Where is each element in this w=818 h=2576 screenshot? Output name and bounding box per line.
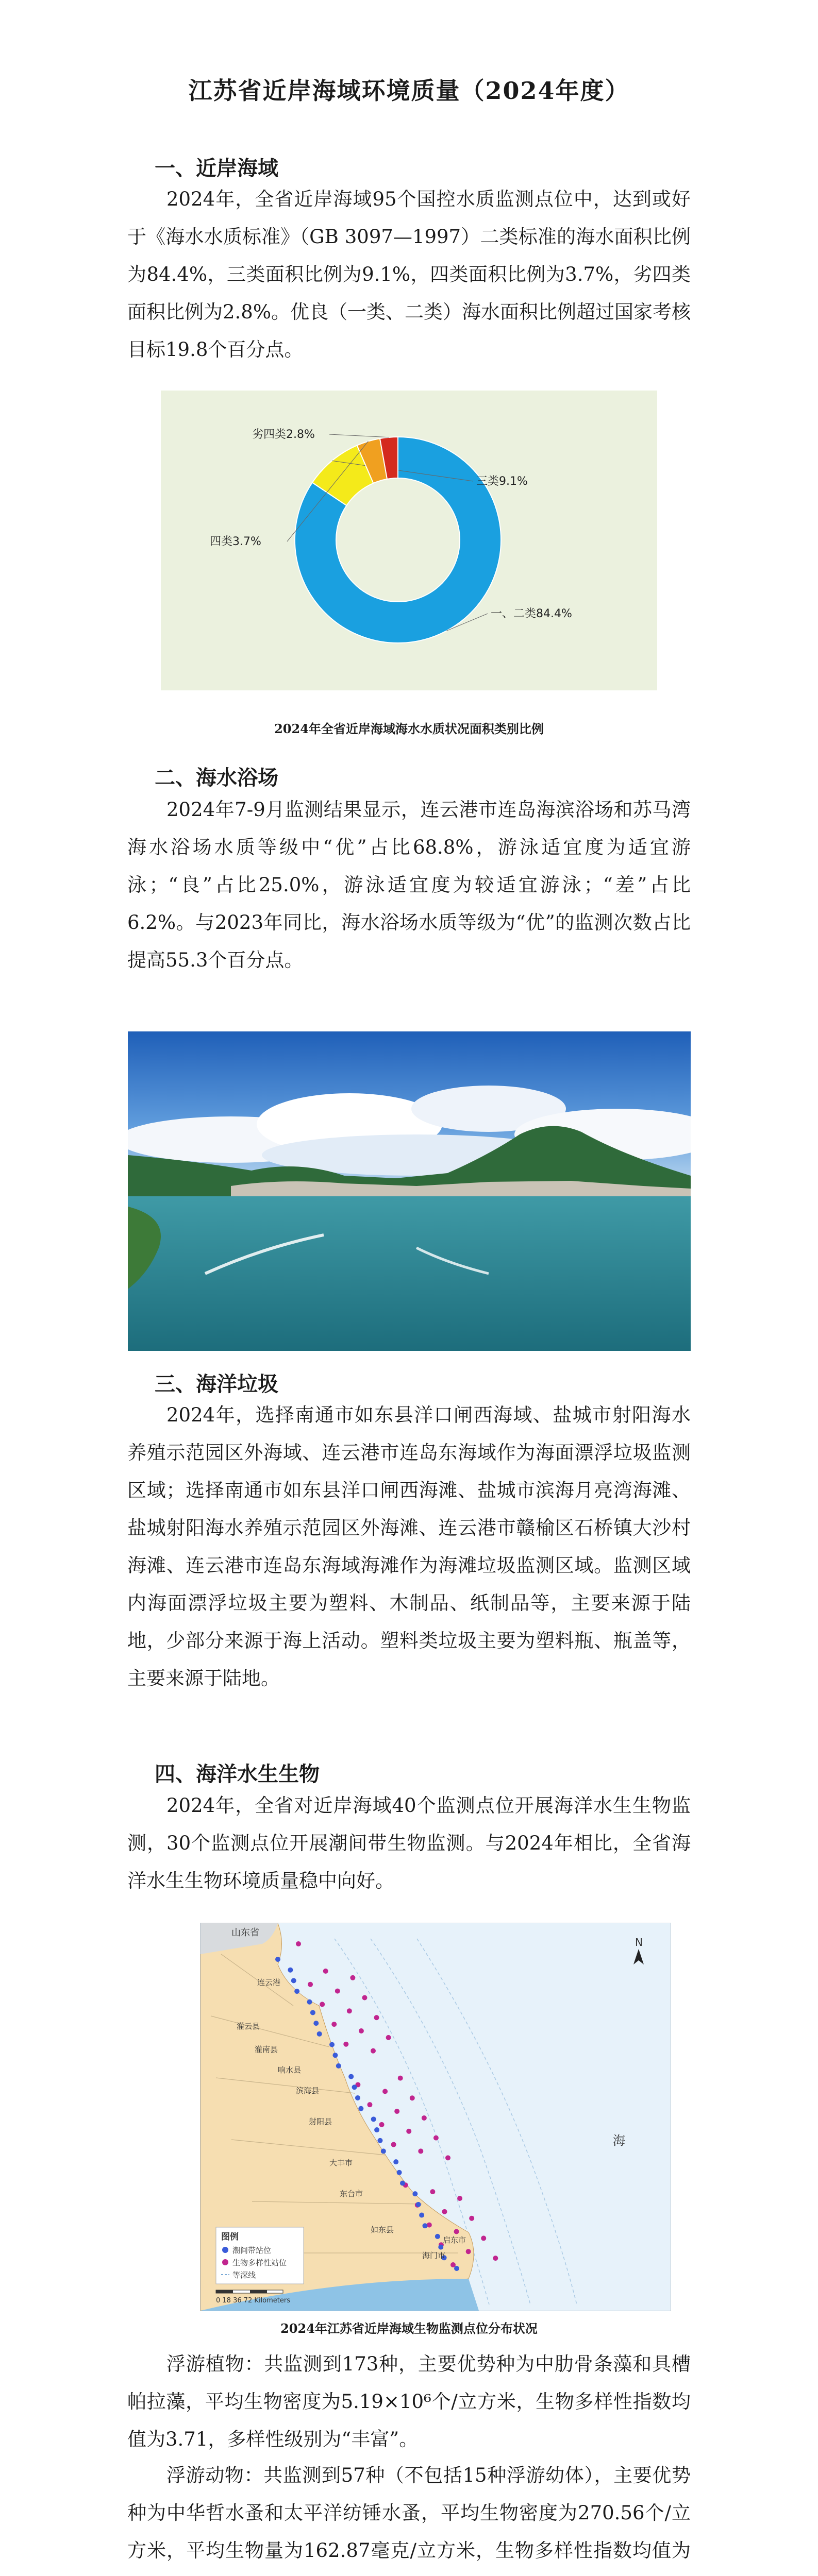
intertidal-site-marker [317, 2031, 322, 2037]
section-heading-marine-life: 四、海洋水生生物 [155, 1762, 320, 1786]
paragraph-coastal-waters: 2024年，全省近岸海域95个国控水质监测点位中，达到或好于《海水水质标准》（GB 3097—1997）二类标准的海水面积比例为84.4%，三类面积比例为9.1%，四类面积比例为3.7%，劣四类面积比例为2.8%。优良（一类、二类）海水面积比例超过国家考核目标19.8个百分点。 [127, 188, 691, 361]
region-label-4: 响水县 [278, 2065, 302, 2075]
intertidal-site-marker [307, 1999, 312, 2005]
intertidal-site-marker [412, 2191, 418, 2196]
intertidal-site-marker [355, 2095, 360, 2100]
scale-bar [216, 2290, 290, 2304]
diversity-site-marker [457, 2196, 462, 2201]
paragraph-bathing-beaches: 2024年7-9月监测结果显示，连云港市连岛海滨浴场和苏马湾海水浴场水质等级中“优”占比68.8%，游泳适宜度为适宜游泳；“良”占比25.0%，游泳适宜度为较适宜游泳；“差”占比6.2%。与2023年同比，海水浴场水质等级为“优”的监测次数占比提高55.3个百分点。 [127, 799, 691, 971]
diversity-site-marker [445, 2155, 450, 2160]
intertidal-site-marker [422, 2223, 427, 2228]
sea-label: 海 [613, 2133, 625, 2148]
diversity-site-marker [331, 2022, 337, 2027]
intertidal-marker-icon [222, 2247, 228, 2253]
region-label-8: 东台市 [340, 2189, 363, 2198]
paragraph-marine-litter: 2024年，选择南通市如东县洋口闸西海域、盐城市射阳海水养殖示范园区外海域、连云港市连岛东海域作为海面漂浮垃圾监测区域；选择南通市如东县洋口闸西海滩、盐城市滨海月亮湾海滩、盐城射阳海水养殖示范园区外海滩、连云港市赣榆区石桥镇大沙村海滩、连云港市连岛东海域海滩作为海滩垃圾监测区域。监测区域内海面漂浮垃圾主要为塑料、木制品、纸制品等，主要来源于陆地，少部分来源于海上活动。塑料类垃圾主要为塑料瓶、瓶盖等，主要来源于陆地。 [127, 1404, 691, 1689]
legend-isobath: 等深线 [232, 2270, 256, 2280]
diversity-site-marker [418, 2148, 423, 2154]
intertidal-site-marker [352, 2084, 357, 2090]
shandong-label: 山东省 [231, 1927, 259, 1938]
diversity-site-marker [406, 2129, 411, 2134]
diversity-site-marker [398, 2076, 403, 2081]
diversity-site-marker [359, 2028, 364, 2033]
diversity-site-marker [493, 2256, 498, 2261]
intertidal-site-marker [400, 2180, 405, 2185]
pie-label-1: 三类9.1% [476, 475, 528, 488]
diversity-site-marker [430, 2189, 435, 2194]
intertidal-site-marker [336, 2063, 341, 2069]
diversity-site-marker [347, 2008, 352, 2013]
chart-caption: 2024年全省近岸海域海水水质状况面积类别比例 [274, 721, 544, 736]
region-label-2: 灌云县 [237, 2022, 260, 2031]
region-label-7: 大丰市 [329, 2158, 353, 2167]
region-label-1: 连云港 [257, 1978, 281, 1987]
diversity-site-marker [343, 2042, 348, 2047]
diversity-site-marker [323, 1969, 328, 1974]
diversity-site-marker [386, 2035, 391, 2040]
intertidal-site-marker [275, 1957, 280, 1962]
region-label-9: 如东县 [371, 2225, 394, 2234]
region-label-10: 海门市 [422, 2251, 446, 2260]
diversity-site-marker [296, 1941, 301, 1946]
map-legend [216, 2227, 304, 2284]
diversity-site-marker [379, 2122, 385, 2127]
scale-label: 0 18 36 72 Kilometers [216, 2297, 291, 2304]
paragraph-phytoplankton: 浮游植物：共监测到173种，主要优势种为中肋骨条藻和具槽帕拉藻，平均生物密度为5.19×10⁶个/立方米，生物多样性指数均值为3.71，多样性级别为“丰富”。 [127, 2353, 691, 2450]
intertidal-site-marker [397, 2170, 402, 2175]
water-quality-chart [161, 391, 657, 690]
intertidal-site-marker [294, 1989, 299, 1994]
intertidal-site-marker [371, 2116, 376, 2122]
intertidal-site-marker [374, 2127, 379, 2132]
legend-diversity: 生物多样性站位 [232, 2258, 287, 2267]
map-caption: 2024年江苏省近岸海域生物监测点位分布状况 [280, 2321, 538, 2336]
diversity-site-marker [394, 2109, 399, 2114]
intertidal-site-marker [358, 2106, 363, 2111]
intertidal-site-marker [381, 2148, 386, 2154]
paragraph-marine-life-intro: 2024年，全省对近岸海域40个监测点位开展海洋水生生物监测，30个监测点位开展潮间带生物监测。与2024年相比，全省海洋水生生物环境质量稳中向好。 [127, 1794, 691, 1892]
diversity-site-marker [469, 2216, 474, 2221]
section-heading-bathing-beaches: 二、海水浴场 [155, 766, 278, 790]
intertidal-site-marker [419, 2213, 424, 2218]
pie-leader-line-3 [329, 434, 389, 437]
intertidal-site-marker [313, 2021, 319, 2026]
diversity-marker-icon [222, 2259, 228, 2265]
intertidal-site-marker [348, 2074, 354, 2079]
diversity-site-marker [350, 1975, 355, 1980]
intertidal-site-marker [393, 2159, 398, 2164]
diversity-site-marker [308, 1982, 313, 1987]
donut-chart-svg [161, 391, 657, 690]
diversity-site-marker [362, 1995, 367, 2000]
diversity-site-marker [320, 2002, 325, 2007]
section-heading-coastal-waters: 一、近岸海域 [155, 157, 278, 180]
diversity-site-marker [374, 2015, 379, 2020]
intertidal-site-marker [329, 2042, 335, 2047]
paragraph-zooplankton: 浮游动物：共监测到57种（不包括15种浮游幼体），主要优势种为中华哲水蚤和太平洋纺锤水蚤，平均生物密度为270.56个/立方米，平均生物量为162.87毫克/立方米，生物多样性指数均值为 [127, 2464, 691, 2562]
diversity-site-marker [466, 2249, 471, 2254]
intertidal-site-marker [291, 1978, 296, 1983]
diversity-site-marker [410, 2095, 415, 2100]
north-label: N [635, 1936, 643, 1948]
pie-label-2: 四类3.7% [210, 535, 261, 548]
legend-intertidal: 潮间带站位 [232, 2246, 272, 2255]
intertidal-site-marker [288, 1968, 293, 1973]
region-label-6: 射阳县 [309, 2117, 332, 2126]
diversity-site-marker [371, 2048, 376, 2054]
diversity-site-marker [391, 2142, 396, 2147]
intertidal-site-marker [310, 2010, 315, 2015]
diversity-site-marker [454, 2229, 459, 2234]
legend-title: 图例 [221, 2232, 239, 2242]
region-label-3: 灌南县 [255, 2045, 278, 2054]
intertidal-site-marker [454, 2266, 459, 2271]
diversity-site-marker [335, 1989, 340, 1994]
diversity-site-marker [442, 2209, 447, 2214]
diversity-site-marker [382, 2089, 388, 2094]
diversity-site-marker [367, 2102, 372, 2107]
region-label-11: 启东市 [443, 2235, 466, 2245]
pie-label-3: 劣四类2.8% [252, 428, 315, 441]
diversity-site-marker [422, 2115, 427, 2121]
coastal-photo [128, 1031, 691, 1351]
region-label-5: 滨海县 [296, 2086, 320, 2095]
intertidal-site-marker [435, 2234, 440, 2239]
intertidal-site-marker [416, 2202, 421, 2207]
intertidal-site-marker [332, 2053, 338, 2058]
pie-label-0: 一、二类84.4% [491, 607, 572, 620]
page-title: 江苏省近岸海域环境质量（2024年度） [188, 77, 630, 105]
section-heading-marine-litter: 三、海洋垃圾 [155, 1372, 278, 1396]
diversity-site-marker [433, 2136, 439, 2141]
intertidal-site-marker [377, 2138, 382, 2143]
monitoring-sites-map [200, 1923, 671, 2311]
intertidal-site-marker [438, 2245, 443, 2250]
diversity-site-marker [427, 2223, 432, 2228]
diversity-site-marker [481, 2235, 486, 2241]
